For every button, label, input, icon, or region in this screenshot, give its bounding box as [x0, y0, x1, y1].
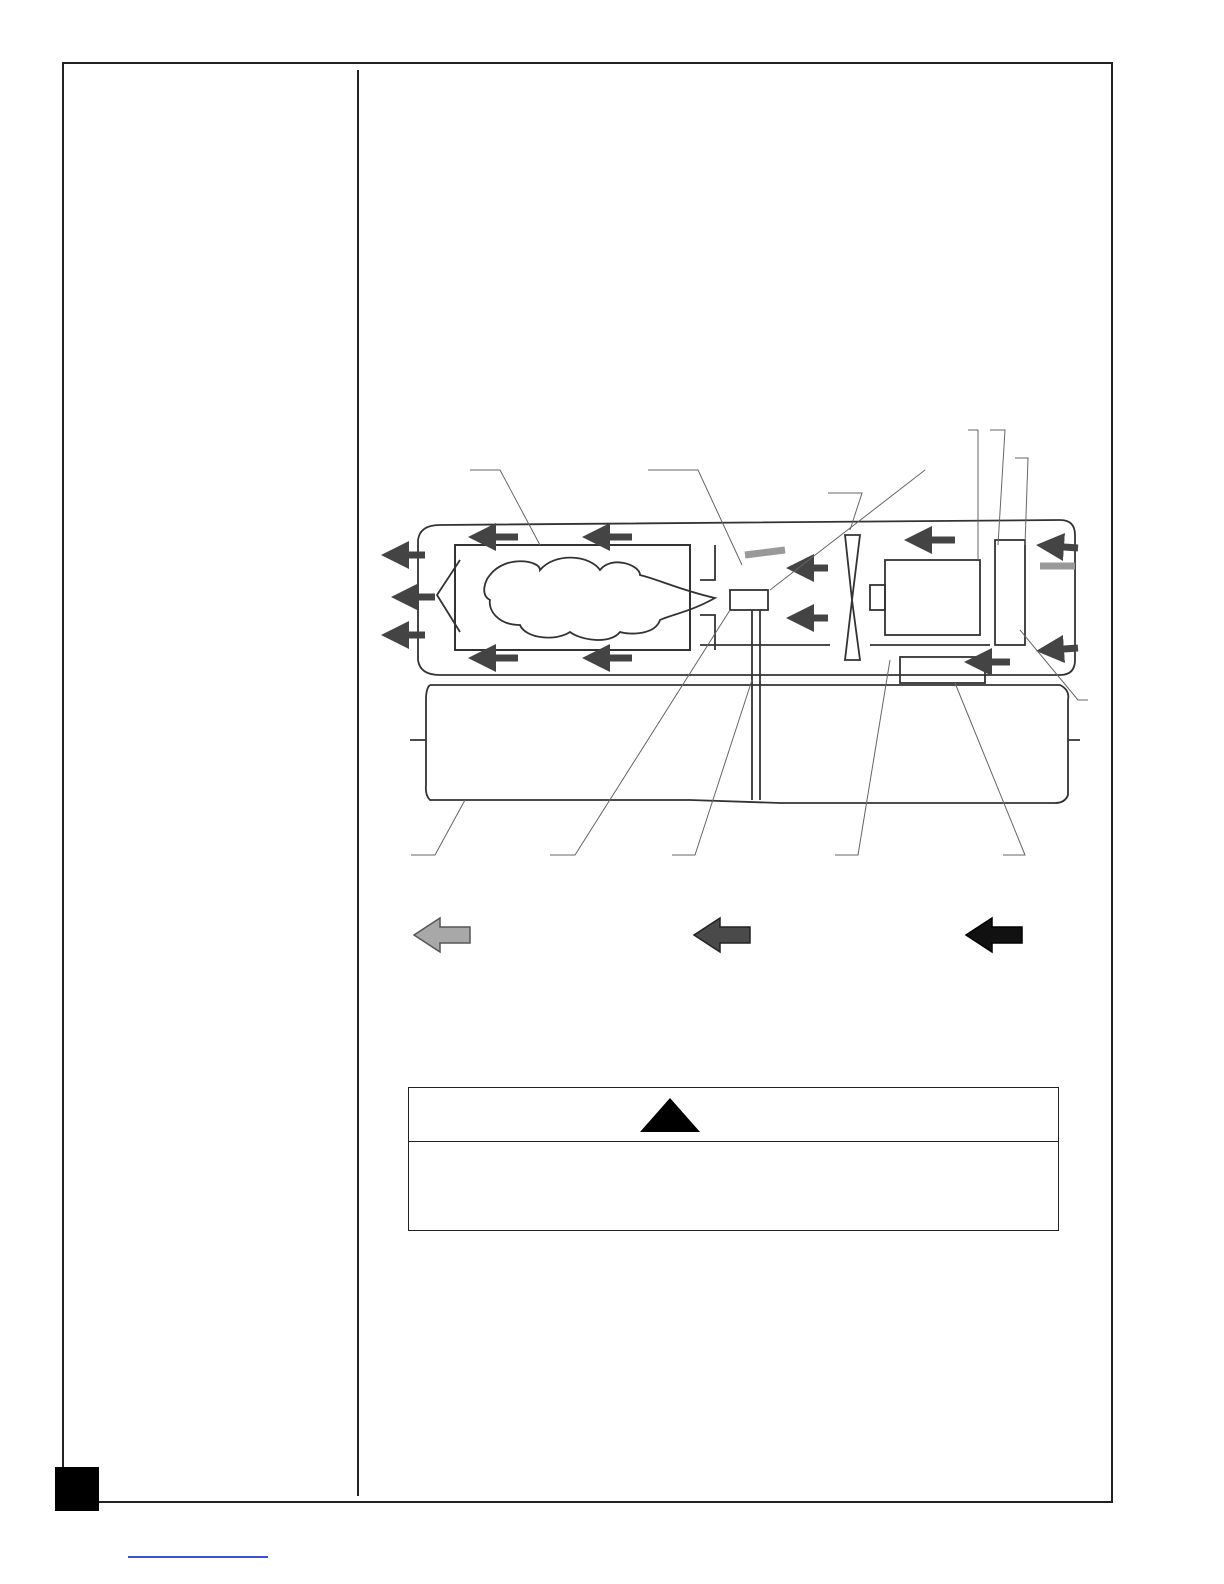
column-divider	[357, 70, 359, 1496]
legend-arrow-black	[962, 915, 1027, 955]
page-tab	[55, 1467, 99, 1511]
legend-arrow-dark	[690, 915, 755, 955]
footer-link[interactable]	[128, 1556, 268, 1558]
warning-box	[408, 1087, 1059, 1231]
legend-arrow-light	[410, 915, 475, 955]
heater-diagram	[370, 420, 1090, 870]
warning-text	[409, 1142, 1058, 1170]
warning-header	[409, 1088, 1058, 1142]
arrow-legend	[400, 915, 1050, 965]
warning-triangle-icon	[638, 1094, 702, 1136]
